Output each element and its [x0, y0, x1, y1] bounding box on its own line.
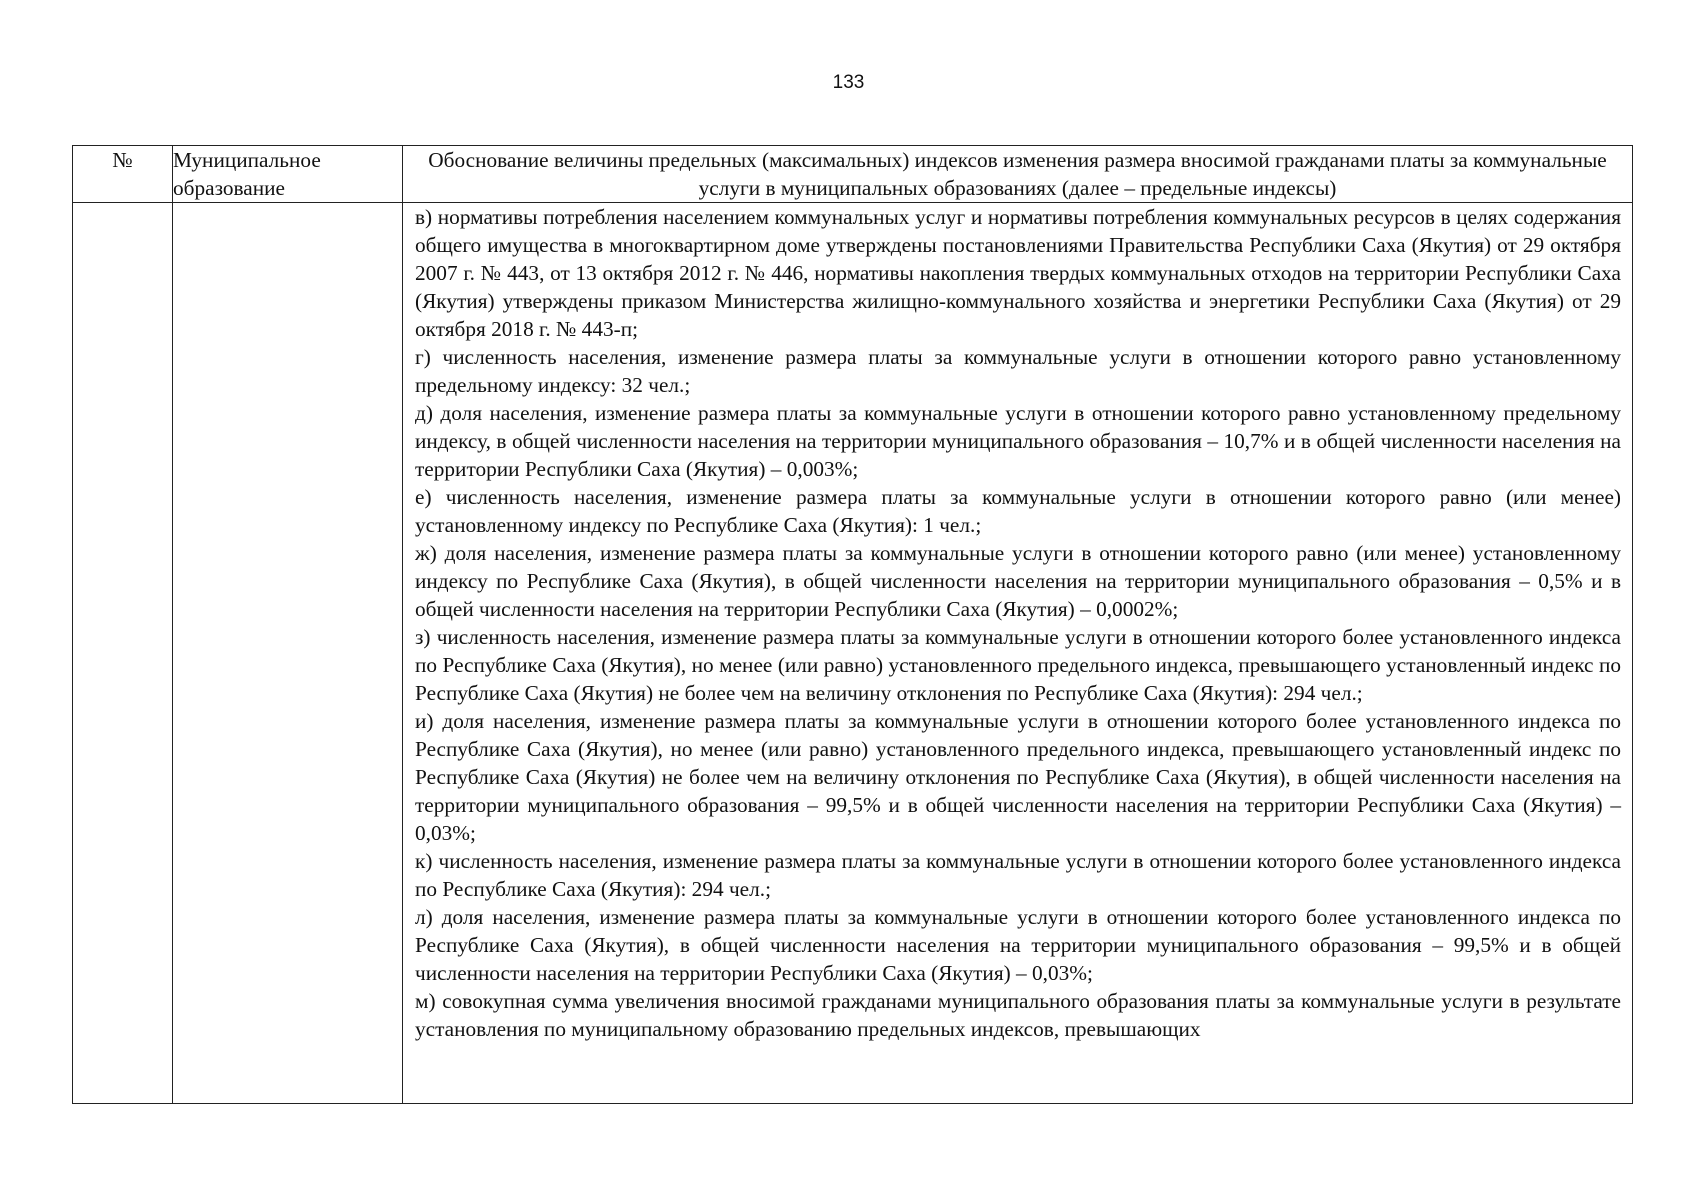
- paragraph-zh: ж) доля населения, изменение размера платы за коммунальные услуги в отношении которого равно (или менее) установленному индексу по Республике Саха (Якутия), в общей численности населения на территории муниципального образования – 0,5% и в общей численности населения на территории Республики Саха (Якутия) – 0,0002%;: [415, 541, 1621, 621]
- paragraph-m: м) совокупная сумма увеличения вносимой гражданами муниципального образования платы за коммунальные услуги в результате установления по муниципальному образованию предельных индексов, превышающих: [415, 989, 1621, 1041]
- paragraph-e: е) численность населения, изменение размера платы за коммунальные услуги в отношении которого равно (или менее) установленному индексу по Республике Саха (Якутия): 1 чел.;: [415, 485, 1621, 537]
- table-header-row: [73, 146, 1633, 203]
- paragraph-g: г) численность населения, изменение размера платы за коммунальные услуги в отношении которого равно установленному предельному индексу: 32 чел.;: [415, 345, 1621, 397]
- cell-number: [73, 203, 173, 1104]
- cell-municipality: [173, 203, 403, 1104]
- cell-justification: [403, 203, 1633, 1104]
- header-municipality: Муниципальное образование: [173, 146, 403, 203]
- paragraph-v: в) нормативы потребления населением коммунальных услуг и нормативы потребления коммунальных ресурсов в целях содержания общего имущества в многоквартирном доме утверждены постановлениями Правительства Республики Саха (Якутия) от 29 октября 2007 г. № 443, от 13 октября 2012 г. № 446, нормативы накопления твердых коммунальных отходов на территории Республики Саха (Якутия) утверждены приказом Министерства жилищно-коммунального хозяйства и энергетики Республики Саха (Якутия) от 29 октября 2018 г. № 443-п;: [415, 205, 1621, 341]
- table-row: [73, 203, 1633, 1104]
- page-number: 133: [832, 72, 865, 93]
- paragraph-k: к) численность населения, изменение размера платы за коммунальные услуги в отношении которого более установленного индекса по Республике Саха (Якутия): 294 чел.;: [415, 849, 1621, 901]
- paragraph-d: д) доля населения, изменение размера платы за коммунальные услуги в отношении которого равно установленному предельному индексу, в общей численности населения на территории муниципального образования – 10,7% и в общей численности населения на территории Республики Саха (Якутия) – 0,003%;: [415, 401, 1621, 481]
- paragraph-l: л) доля населения, изменение размера платы за коммунальные услуги в отношении которого более установленного индекса по Республике Саха (Якутия), в общей численности населения на территории муниципального образования – 99,5% и в общей численности населения на территории Республики Саха (Якутия) – 0,03%;: [415, 905, 1621, 985]
- header-number: №: [73, 146, 173, 203]
- justification-table: [72, 145, 1633, 1104]
- paragraph-i: и) доля населения, изменение размера платы за коммунальные услуги в отношении которого более установленного индекса по Республике Саха (Якутия), но менее (или равно) установленного предельного индекса, превышающего установленный индекс по Республике Саха (Якутия) не более чем на величину отклонения по Республике Саха (Якутия), в общей численности населения на территории муниципального образования – 99,5% и в общей численности населения на территории Республики Саха (Якутия) – 0,03%;: [415, 709, 1621, 845]
- header-justification: Обоснование величины предельных (максимальных) индексов изменения размера вносимой гражданами платы за коммунальные услуги в муниципальных образованиях (далее – предельные индексы): [403, 146, 1633, 203]
- paragraph-z: з) численность населения, изменение размера платы за коммунальные услуги в отношении которого более установленного индекса по Республике Саха (Якутия), но менее (или равно) установленного предельного индекса, превышающего установленный индекс по Республике Саха (Якутия) не более чем на величину отклонения по Республике Саха (Якутия): 294 чел.;: [415, 625, 1621, 705]
